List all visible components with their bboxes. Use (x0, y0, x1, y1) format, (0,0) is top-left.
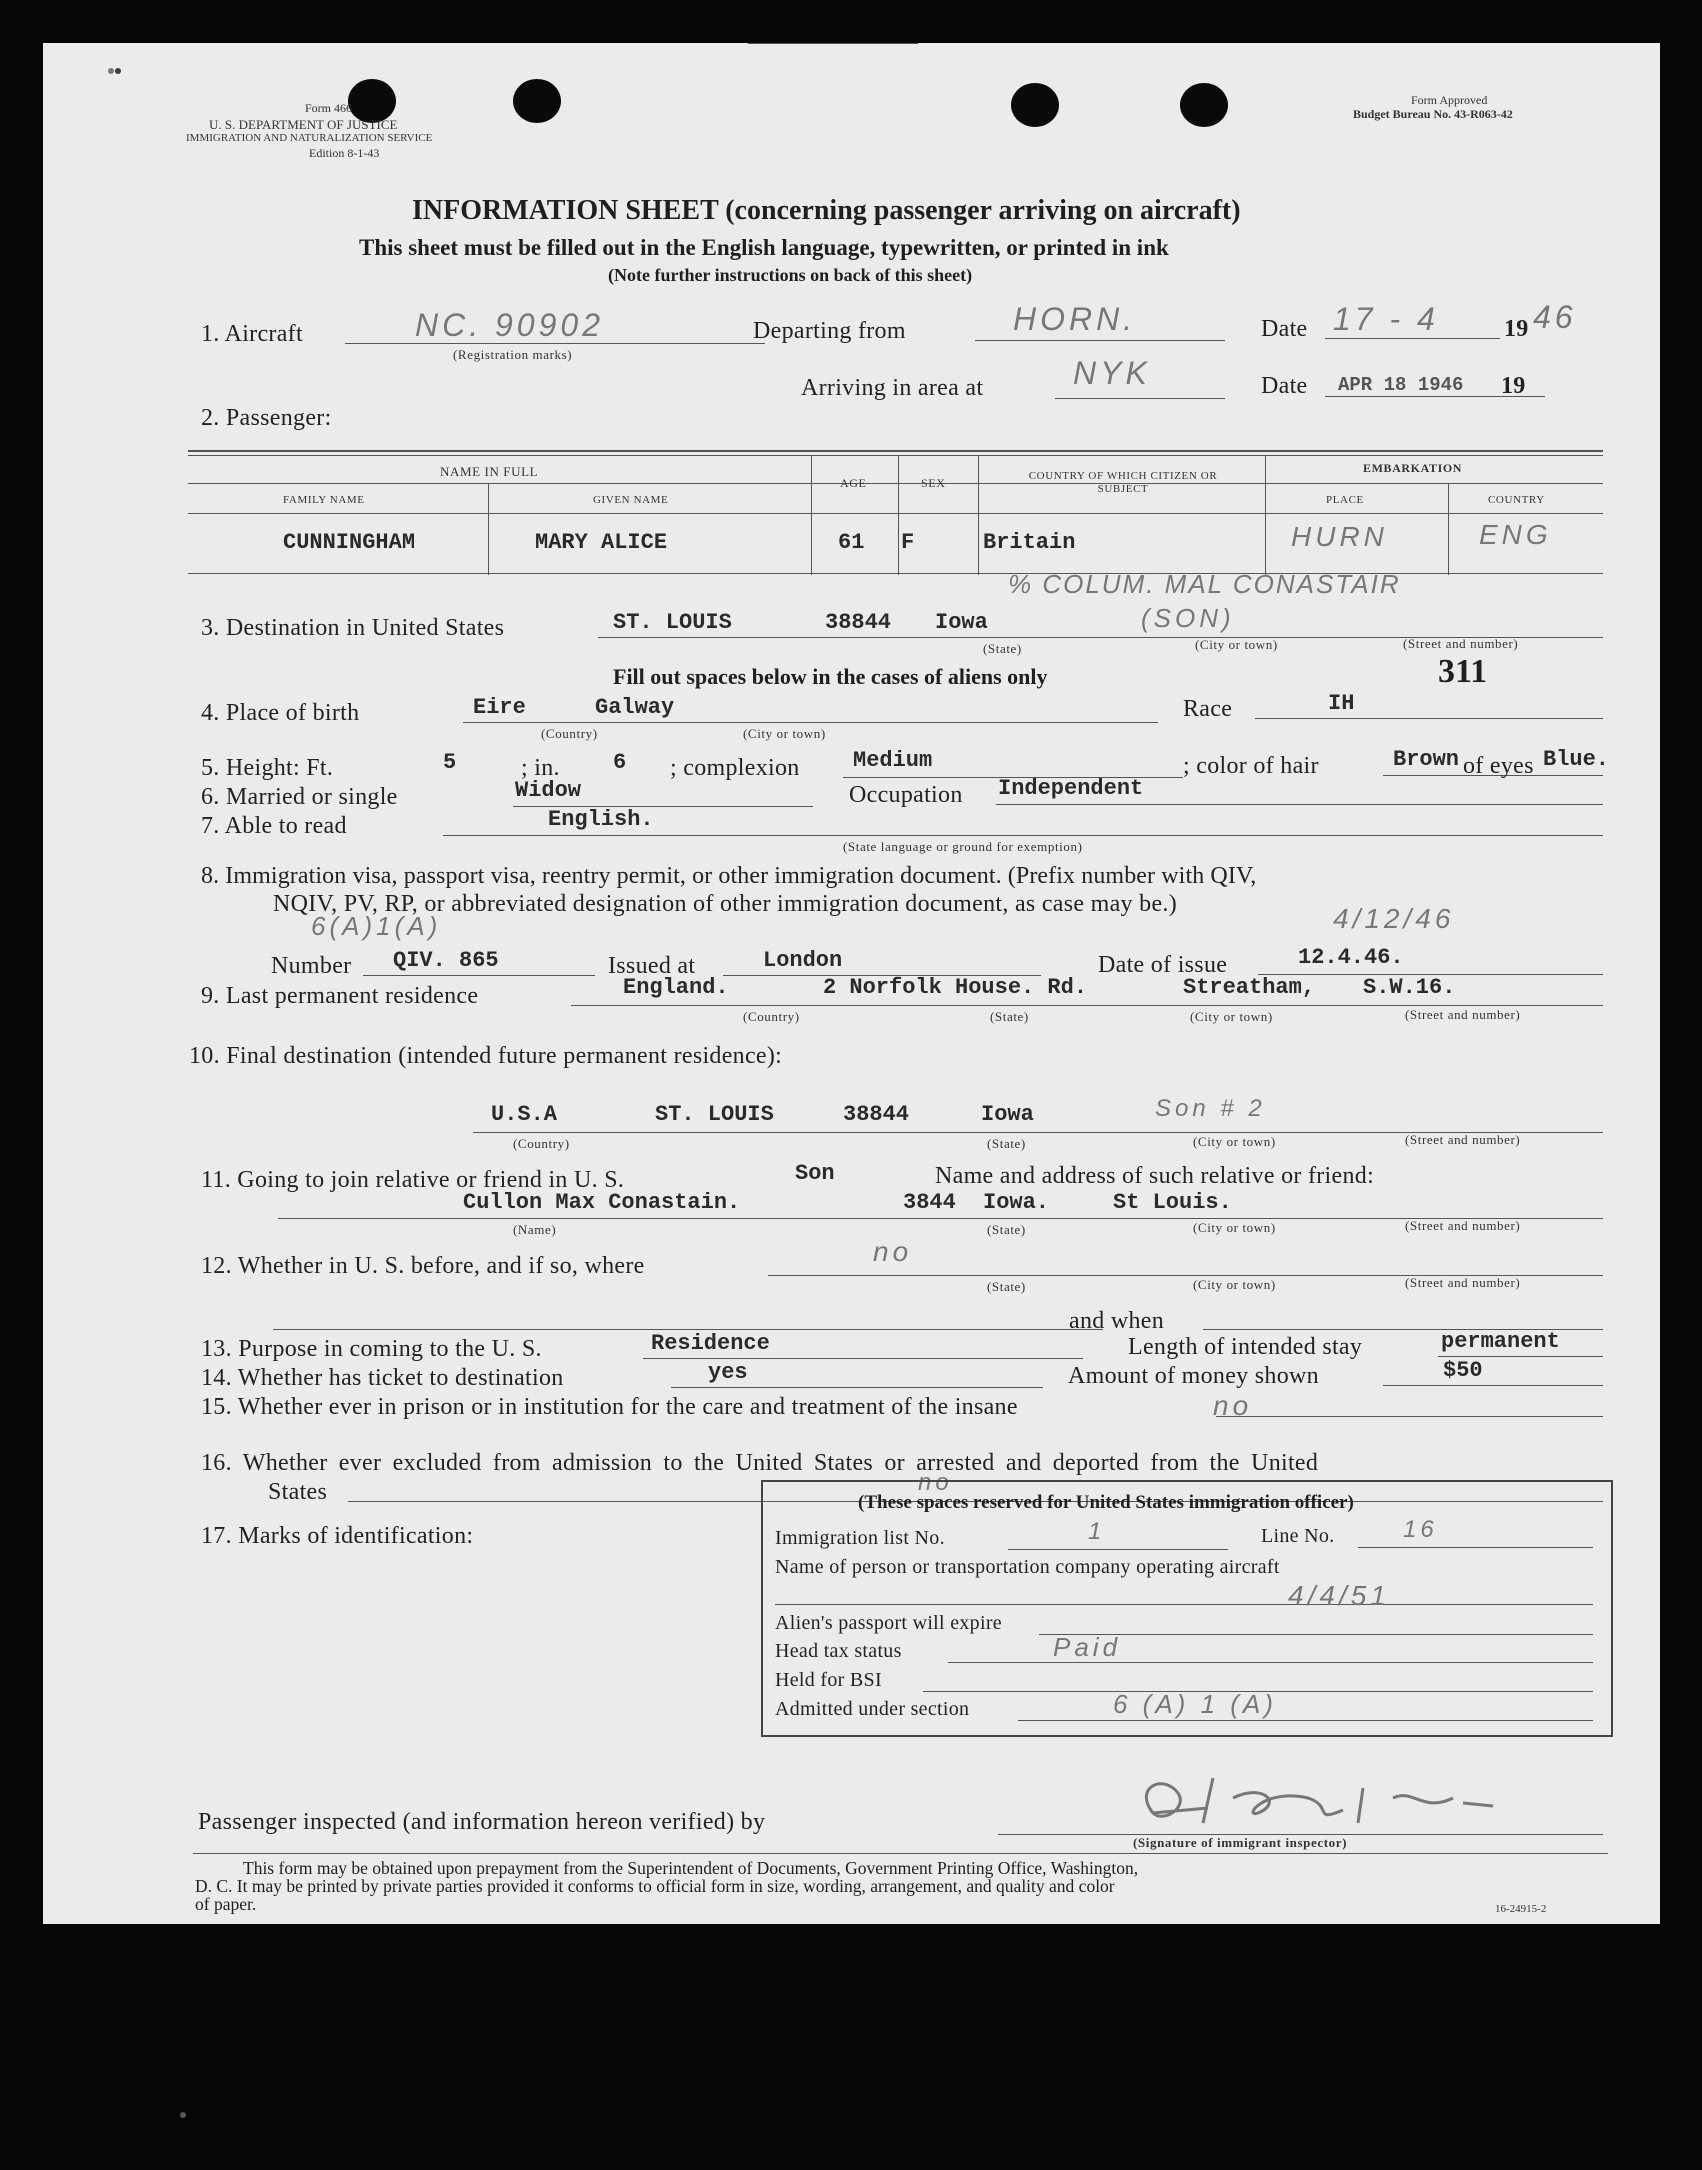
married-label: 6. Married or single (201, 784, 398, 810)
embarkation-country: ENG (1479, 519, 1552, 550)
date-line (1325, 338, 1500, 339)
footer-note-1: This form may be obtained upon prepayment from the Superintendent of Documents, Government Printing Office, Washington, (243, 1858, 1139, 1878)
final-state-caption: (State) (987, 1136, 1026, 1151)
family-name: CUNNINGHAM (283, 530, 416, 555)
sex: F (901, 530, 915, 555)
birth-country: Eire (473, 695, 526, 720)
aliens-code: 311 (1438, 653, 1488, 690)
passenger-label: 2. Passenger: (201, 405, 332, 431)
inspected-label: Passenger inspected (and information hereon verified) by (198, 1809, 766, 1835)
header-family-name: FAMILY NAME (283, 494, 365, 506)
col-divider (898, 455, 899, 575)
arrival-date-stamp: APR 18 1946 (1338, 374, 1464, 396)
operator-value: 4/4/51 (1288, 1580, 1390, 1611)
line-value: 16 (1403, 1516, 1438, 1543)
section-value: 6 (A) 1 (A) (1113, 1689, 1277, 1719)
relative-address-label: Name and address of such relative or friend: (935, 1163, 1375, 1189)
date-label: Date (1261, 316, 1308, 342)
destination-state: Iowa (935, 610, 988, 635)
eyes-label: of eyes (1463, 753, 1534, 779)
birth-city-caption: (City or town) (743, 726, 826, 741)
race-label: Race (1183, 696, 1233, 722)
final-hand-note: Son # 2 (1155, 1095, 1266, 1122)
final-state: Iowa (981, 1102, 1034, 1127)
previous-value: no (873, 1236, 913, 1267)
residence-state-caption: (State) (990, 1009, 1029, 1024)
relative-city: St Louis. (1113, 1190, 1232, 1215)
visa-number-line (363, 975, 595, 976)
ticket-label: 14. Whether has ticket to destination (201, 1365, 564, 1391)
table-top-rule (188, 450, 1603, 452)
citizenship: Britain (983, 530, 1076, 555)
inspector-signature (1093, 1768, 1533, 1838)
purpose-label: 13. Purpose in coming to the U. S. (201, 1336, 542, 1362)
edition: Edition 8-1-43 (309, 146, 380, 160)
money-value: $50 (1443, 1358, 1483, 1383)
year-prefix: 19 (1504, 316, 1529, 342)
table-top-rule-2 (188, 455, 1603, 456)
purpose-line (643, 1358, 1083, 1359)
care-of-note: % COLUM. MAL CONASTAIR (1008, 569, 1401, 599)
occupation-label: Occupation (849, 782, 963, 808)
form-number: Form 466 (305, 101, 353, 115)
birth-line (463, 722, 1158, 723)
departing-value: HORN. (1013, 301, 1137, 337)
read-label: 7. Able to read (201, 813, 347, 839)
aircraft-value: NC. 90902 (415, 307, 604, 343)
destination-street-caption: (Street and number) (1403, 636, 1519, 651)
final-city: ST. LOUIS (655, 1102, 774, 1127)
previous-city-caption: (City or town) (1193, 1277, 1276, 1292)
col-divider (811, 455, 812, 575)
arriving-line (1055, 398, 1225, 399)
departing-line (975, 340, 1225, 341)
residence-country: England. (623, 975, 729, 1000)
race-value: IH (1328, 691, 1355, 716)
final-street-caption: (Street and number) (1405, 1132, 1521, 1147)
aircraft-label: 1. Aircraft (201, 321, 303, 347)
previous-label: 12. Whether in U. S. before, and if so, where (201, 1253, 645, 1279)
tax-line (948, 1662, 1593, 1663)
issued-value: London (763, 948, 843, 973)
subtitle: This sheet must be filled out in the English language, typewritten, or printed in ink (359, 235, 1169, 260)
header-country: COUNTRY OF WHICH CITIZEN OR SUBJECT (1028, 470, 1218, 495)
destination-label: 3. Destination in United States (201, 615, 505, 641)
stay-label: Length of intended stay (1128, 1334, 1363, 1360)
complexion-label: ; complexion (670, 755, 800, 781)
header-emb-country: COUNTRY (1488, 494, 1545, 506)
relation-value: Son (795, 1161, 835, 1186)
height-ft: 5 (443, 750, 457, 775)
speck (108, 68, 114, 74)
occupation-line (996, 804, 1603, 805)
eyes-value: Blue. (1543, 747, 1610, 772)
prison-value: no (1213, 1390, 1253, 1421)
residence-district: S.W.16. (1363, 975, 1456, 1000)
form-sheet (43, 43, 1660, 1924)
race-line (1255, 718, 1603, 719)
note: (Note further instructions on back of this sheet) (608, 265, 973, 285)
table-header-rule (188, 483, 1603, 484)
relation-line (748, 43, 918, 44)
hair-label: ; color of hair (1183, 753, 1319, 779)
signature-caption: (Signature of immigrant inspector) (1133, 1835, 1348, 1850)
excluded-label-2: States (268, 1479, 328, 1505)
print-code: 16-24915-2 (1495, 1903, 1547, 1915)
money-label: Amount of money shown (1068, 1363, 1319, 1389)
final-country: U.S.A (491, 1102, 558, 1127)
relative-name-caption: (Name) (513, 1222, 557, 1237)
bsi-label: Held for BSI (775, 1669, 882, 1691)
stay-value: permanent (1441, 1329, 1560, 1354)
footer-rule (193, 1853, 1608, 1854)
embarkation-place: HURN (1291, 521, 1388, 552)
passport-label: Alien's passport will expire (775, 1612, 1002, 1634)
col-divider (1265, 455, 1266, 575)
operator-label: Name of person or transportation company operating aircraft (775, 1556, 1280, 1578)
list-label: Immigration list No. (775, 1527, 945, 1549)
date2-suffix: 19 (1501, 373, 1526, 399)
header-age: AGE (840, 476, 867, 490)
ticket-line (671, 1387, 1043, 1388)
previous-state-caption: (State) (987, 1279, 1026, 1294)
speck (115, 68, 121, 74)
residence-city-caption: (City or town) (1190, 1009, 1273, 1024)
age: 61 (838, 530, 865, 555)
col-divider (978, 455, 979, 575)
prison-label: 15. Whether ever in prison or in institution for the care and treatment of the insane (201, 1394, 1018, 1420)
residence-label: 9. Last permanent residence (201, 983, 479, 1009)
service: IMMIGRATION AND NATURALIZATION SERVICE (186, 132, 433, 144)
speck (180, 2112, 186, 2118)
excluded-value: no (918, 1469, 953, 1496)
height-label: 5. Height: Ft. (201, 755, 334, 781)
visa-label-2: NQIV, PV, RP, or abbreviated designation of other immigration document, as case may be.) (273, 891, 1178, 917)
punch-hole (1011, 83, 1059, 127)
form-approved: Form Approved (1411, 93, 1488, 107)
final-country-caption: (Country) (513, 1136, 570, 1151)
department: U. S. DEPARTMENT OF JUSTICE (209, 117, 398, 132)
arriving-value: NYK (1073, 355, 1151, 391)
header-name-in-full: NAME IN FULL (440, 464, 539, 479)
occupation-value: Independent (998, 776, 1144, 801)
relative-name: Cullon Max Conastain. (463, 1190, 741, 1215)
punch-hole (1180, 83, 1228, 127)
visa-label-1: 8. Immigration visa, passport visa, reentry permit, or other immigration document. (Prefix number with QIV, (201, 863, 1257, 889)
previous-where-line (273, 1329, 1103, 1330)
officer-heading: (These spaces reserved for United States immigration officer) (858, 1492, 1354, 1513)
destination-note: (SON) (1141, 603, 1235, 633)
passport-line (1039, 1634, 1593, 1635)
line-line (1358, 1547, 1593, 1548)
married-value: Widow (515, 778, 582, 803)
page-title: INFORMATION SHEET (concerning passenger arriving on aircraft) (412, 195, 1241, 226)
stay-line (1438, 1356, 1603, 1357)
header-sex: SEX (921, 476, 946, 490)
date-value: 17 - 4 (1333, 301, 1439, 337)
list-value: 1 (1088, 1518, 1106, 1545)
relative-number: 3844 (903, 1190, 956, 1215)
ticket-value: yes (708, 1360, 748, 1385)
height-in: 6 (613, 750, 627, 775)
departing-label: Departing from (753, 318, 906, 344)
relative-street-caption: (Street and number) (1405, 1218, 1521, 1233)
residence-country-caption: (Country) (743, 1009, 800, 1024)
header-embarkation: EMBARKATION (1363, 461, 1463, 475)
excluded-label-1: 16. Whether ever excluded from admission to the United States or arrested and deported from the United (201, 1450, 1319, 1476)
footer-note-3: of paper. (195, 1894, 257, 1914)
hair-value: Brown (1393, 747, 1460, 772)
residence-city: Streatham, (1183, 975, 1316, 1000)
residence-street: 2 Norfolk House. Rd. (823, 975, 1088, 1000)
read-caption: (State language or ground for exemption) (843, 839, 1083, 854)
destination-city-caption: (City or town) (1195, 637, 1278, 652)
list-line (1008, 1549, 1228, 1550)
table-sub-rule (188, 513, 1603, 514)
col-divider (488, 483, 489, 575)
operator-line (775, 1604, 1593, 1605)
residence-line (571, 1005, 1603, 1006)
complexion-value: Medium (853, 748, 933, 773)
line-label: Line No. (1261, 1525, 1335, 1547)
tax-value: Paid (1053, 1632, 1122, 1662)
visa-number-label: Number (271, 953, 352, 979)
header-given-name: GIVEN NAME (593, 494, 669, 506)
issue-date-label: Date of issue (1098, 952, 1228, 978)
residence-street-caption: (Street and number) (1405, 1007, 1521, 1022)
destination-number: 38844 (825, 610, 892, 635)
aliens-heading: Fill out spaces below in the cases of aliens only (613, 664, 1048, 689)
relative-state-caption: (State) (987, 1222, 1026, 1237)
prison-line (1216, 1416, 1603, 1417)
section-label: Admitted under section (775, 1698, 970, 1720)
header-place: PLACE (1326, 494, 1364, 506)
marks-label: 17. Marks of identification: (201, 1523, 474, 1549)
tax-label: Head tax status (775, 1640, 902, 1662)
date2-label: Date (1261, 373, 1308, 399)
visa-number: QIV. 865 (393, 948, 499, 973)
given-name: MARY ALICE (535, 530, 668, 555)
section-line (1018, 1720, 1593, 1721)
birth-city: Galway (595, 695, 675, 720)
visa-section-note: 6(A)1(A) (311, 911, 442, 941)
registration-caption: (Registration marks) (453, 347, 573, 362)
relative-state: Iowa. (983, 1190, 1050, 1215)
previous-street-caption: (Street and number) (1405, 1275, 1521, 1290)
final-city-caption: (City or town) (1193, 1134, 1276, 1149)
birth-label: 4. Place of birth (201, 700, 360, 726)
read-value: English. (548, 807, 654, 832)
issue-date: 12.4.46. (1298, 945, 1404, 970)
budget-bureau: Budget Bureau No. 43-R063-42 (1353, 107, 1513, 121)
relative-label: 11. Going to join relative or friend in U. S. (201, 1167, 625, 1193)
destination-city: ST. LOUIS (613, 610, 732, 635)
destination-state-caption: (State) (983, 641, 1022, 656)
col-divider (1448, 483, 1449, 575)
footer-note-2: D. C. It may be printed by private parties provided it conforms to official form in size, wording, arrangement, and quality and color (195, 1876, 1115, 1896)
year-value: 46 (1533, 299, 1577, 335)
read-line (443, 835, 1603, 836)
when-label: and when (1069, 1308, 1165, 1334)
visa-date-hand: 4/12/46 (1333, 903, 1455, 934)
birth-country-caption: (Country) (541, 726, 598, 741)
final-number: 38844 (843, 1102, 910, 1127)
height-in-label: ; in. (521, 755, 560, 781)
officer-box (761, 1480, 1613, 1737)
issued-label: Issued at (608, 953, 696, 979)
money-line (1383, 1385, 1603, 1386)
relative-city-caption: (City or town) (1193, 1220, 1276, 1235)
purpose-value: Residence (651, 1331, 770, 1356)
final-label: 10. Final destination (intended future permanent residence): (189, 1043, 783, 1069)
arriving-label: Arriving in area at (801, 375, 984, 401)
punch-hole (513, 79, 561, 123)
